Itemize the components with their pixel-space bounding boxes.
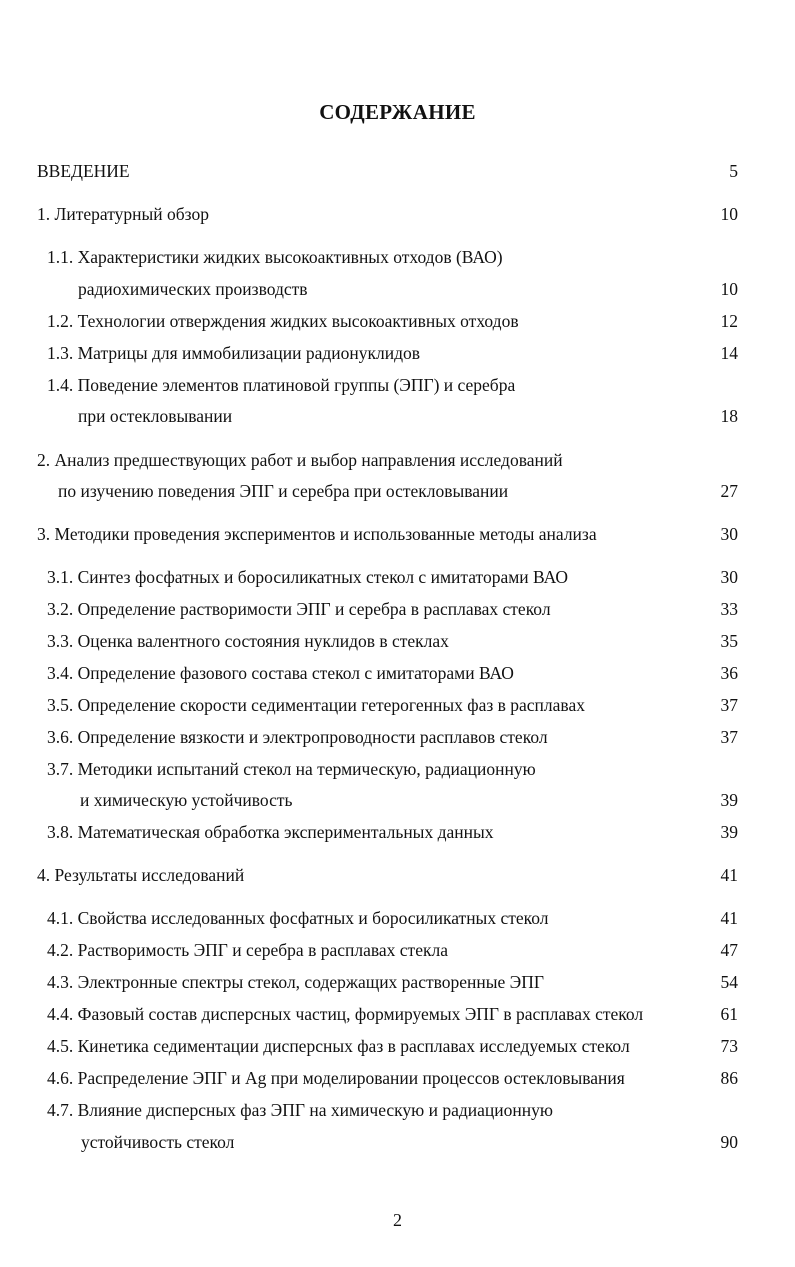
toc-entry-4-4: 4.4. Фазовый состав дисперсных частиц, формируемых ЭПГ в расплавах стекол [47,1004,644,1024]
toc-entry-4-6: 4.6. Распределение ЭПГ и Ag при моделировании процессов остекловывания [47,1068,625,1088]
toc-page-3-8: 39 [720,822,738,842]
toc-entry-4-2: 4.2. Растворимость ЭПГ и серебра в расплавах стекла [47,940,448,960]
toc-page-intro: 5 [729,161,738,181]
toc-page-3-5: 37 [720,695,738,715]
toc-entry-4: 4. Результаты исследований [37,865,245,885]
toc-entry-2-cont: по изучению поведения ЭПГ и серебра при остекловывании [58,481,509,501]
toc-page-4-4: 61 [720,1004,738,1024]
toc-page-4-3: 54 [720,972,738,992]
toc-entry-1-4: 1.4. Поведение элементов платиновой группы (ЭПГ) и серебра [47,375,516,395]
toc-page-3-1: 30 [720,567,738,587]
toc-entry-3-5: 3.5. Определение скорости седиментации гетерогенных фаз в расплавах [47,695,585,715]
toc-entry-4-3: 4.3. Электронные спектры стекол, содержащих растворенные ЭПГ [47,972,544,992]
toc-page-4-1: 41 [720,908,738,928]
toc-page-1-2: 12 [720,311,738,331]
page-title: СОДЕРЖАНИЕ [319,100,476,124]
toc-entry-1: 1. Литературный обзор [37,204,209,224]
toc-page-4-2: 47 [720,940,738,960]
toc-page-1-3: 14 [720,343,738,363]
toc-entry-4-7-cont: устойчивость стекол [81,1132,235,1152]
toc-page-3-3: 35 [720,631,738,651]
page-number: 2 [393,1210,402,1230]
toc-entry-3-4: 3.4. Определение фазового состава стекол с имитаторами ВАО [47,663,514,683]
toc-entry-intro: ВВЕДЕНИЕ [37,161,130,181]
toc-page-3-4: 36 [720,663,738,683]
toc-entry-3-2: 3.2. Определение растворимости ЭПГ и серебра в расплавах стекол [47,599,551,619]
toc-entry-1-1-cont: радиохимических производств [78,279,308,299]
toc-page-3-7: 39 [720,790,738,810]
toc-page-1-1: 10 [720,279,738,299]
toc-page-3: 30 [720,524,738,544]
toc-entry-1-4-cont: при остекловывании [78,406,233,426]
toc-entry-1-3: 1.3. Матрицы для иммобилизации радионуклидов [47,343,420,363]
toc-page-4: 41 [720,865,738,885]
toc-entry-3-6: 3.6. Определение вязкости и электропроводности расплавов стекол [47,727,548,747]
toc-entry-3-8: 3.8. Математическая обработка экспериментальных данных [47,822,494,842]
toc-entry-1-1: 1.1. Характеристики жидких высокоактивных отходов (ВАО) [47,247,503,267]
toc-entry-3-7: 3.7. Методики испытаний стекол на термическую, радиационную [47,759,536,779]
toc-entry-3-1: 3.1. Синтез фосфатных и боросиликатных стекол с имитаторами ВАО [47,567,569,587]
toc-page-1-4: 18 [720,406,738,426]
toc-page-4-5: 73 [720,1036,738,1056]
toc-entry-4-5: 4.5. Кинетика седиментации дисперсных фаз в расплавах исследуемых стекол [47,1036,630,1056]
toc-entry-4-7: 4.7. Влияние дисперсных фаз ЭПГ на химическую и радиационную [47,1100,553,1120]
toc-entry-4-1: 4.1. Свойства исследованных фосфатных и боросиликатных стекол [47,908,549,928]
toc-entry-1-2: 1.2. Технологии отверждения жидких высокоактивных отходов [47,311,519,331]
toc-entry-3-3: 3.3. Оценка валентного состояния нуклидов в стеклах [47,631,449,651]
toc-entry-2: 2. Анализ предшествующих работ и выбор направления исследований [37,450,563,470]
toc-page-4-7: 90 [720,1132,738,1152]
toc-entry-3: 3. Методики проведения экспериментов и использованные методы анализа [37,524,597,544]
toc-page-4-6: 86 [720,1068,738,1088]
toc-page-2: 27 [720,481,738,501]
toc-page-1: 10 [720,204,738,224]
toc-page-3-2: 33 [720,599,738,619]
toc-entry-3-7-cont: и химическую устойчивость [80,790,293,810]
toc-page-3-6: 37 [720,727,738,747]
